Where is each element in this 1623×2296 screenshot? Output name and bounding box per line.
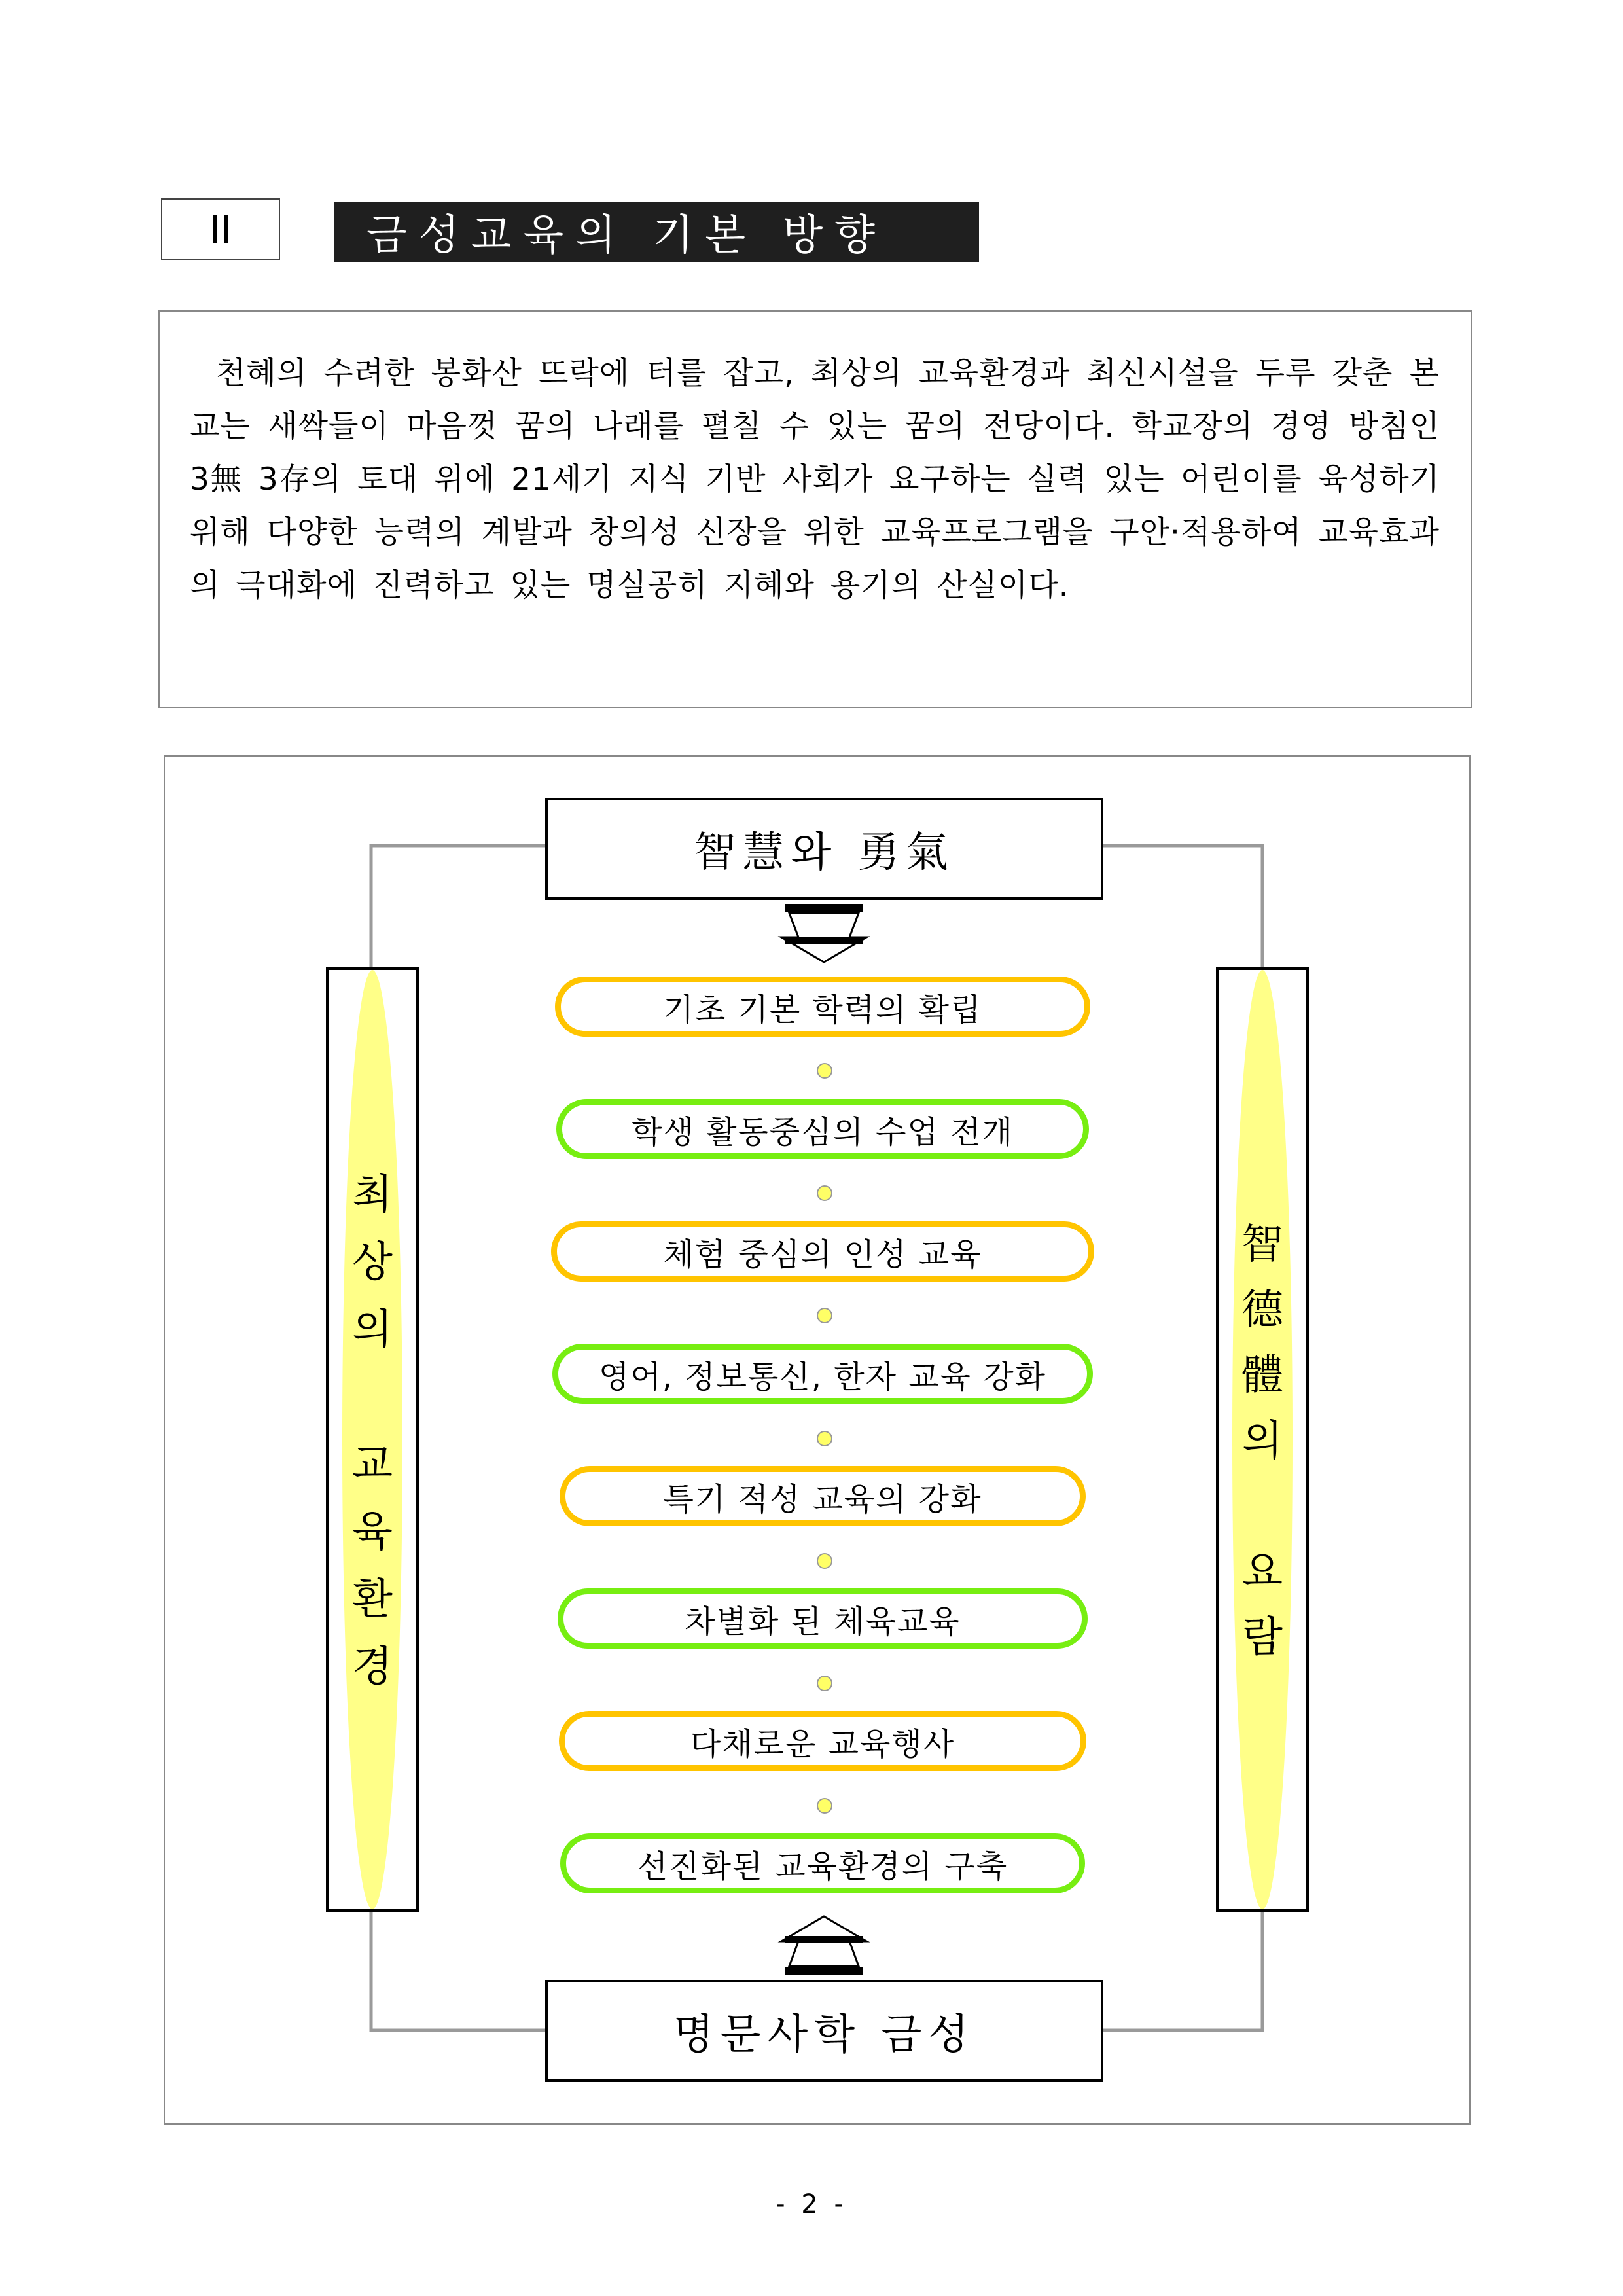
right-label-char: 體: [1241, 1352, 1283, 1400]
top-left-connector: [371, 846, 545, 967]
intro-paragraph: 천혜의 수려한 봉화산 뜨락에 터를 잡고, 최상의 교육환경과 최신시설을 두루 갖춘 본교는 새싹들이 마음껏 꿈의 나래를 펼칠 수 있는 꿈의 전당이다. 학교장의 경영 방침인 3無 3存의 토대 위에 21세기 지식 기반 사회가 요구하는 실력 있는 어린이를 육성하기 위해 다양한 능력의 계발과 창의성 신장을 위한 교육프로그램을 구안·적용하여 교육효과의 극대화에 진력하고 있는 명실공히 지혜와 용기의 산실이다.: [190, 355, 1440, 603]
left-label-char: 환: [352, 1575, 393, 1624]
connector-dot: [817, 1308, 832, 1323]
left-vertical-box: [326, 967, 419, 1912]
connector-dot: [817, 1798, 832, 1814]
connector-dot: [817, 1063, 832, 1079]
down-arrow-icon: [781, 904, 866, 962]
item-pill-7: 다채로운 교육행사: [559, 1711, 1086, 1771]
item-pill-5: 특기 적성 교육의 강화: [560, 1466, 1086, 1526]
up-arrow-icon: [781, 1916, 866, 1975]
right-label-char: 德: [1241, 1286, 1283, 1335]
item-pill-3: 체험 중심의 인성 교육: [551, 1221, 1094, 1282]
item-pill-8: 선진화된 교육환경의 구축: [560, 1833, 1085, 1893]
left-label-char: 의: [352, 1306, 393, 1354]
item-pill-2: 학생 활동중심의 수업 전개: [556, 1099, 1089, 1159]
item-pill-6: 차별화 된 체육교육: [558, 1588, 1088, 1649]
section-number: II: [161, 198, 280, 260]
right-label-char: 람: [1242, 1613, 1283, 1662]
top-right-connector: [1103, 846, 1262, 967]
connector-dot: [817, 1185, 832, 1201]
left-label-char: 교: [352, 1441, 393, 1489]
right-vertical-box: [1216, 967, 1309, 1912]
item-pill-1: 기초 기본 학력의 확립: [555, 977, 1090, 1037]
page-number: - 2 -: [776, 2189, 847, 2219]
section-title: 금성교육의 기본 방향: [334, 202, 979, 262]
connector-dot: [817, 1431, 832, 1446]
connector-dot: [817, 1676, 832, 1691]
item-pill-4: 영어, 정보통신, 한자 교육 강화: [552, 1344, 1093, 1404]
right-label-char: 智: [1241, 1221, 1283, 1269]
left-label-char: 최: [352, 1171, 393, 1219]
left-label-char: 경: [352, 1643, 393, 1691]
top-goal-box: 智慧와 勇氣: [545, 798, 1103, 900]
left-oval: [342, 970, 402, 1909]
right-label-char: 요: [1242, 1548, 1283, 1596]
left-label-char: 상: [352, 1238, 393, 1287]
bottom-left-connector: [371, 1912, 545, 2030]
connector-dot: [817, 1553, 832, 1569]
right-label-char: 의: [1242, 1417, 1283, 1465]
left-label-char: 육: [352, 1508, 393, 1556]
bottom-goal-box: 명문사학 금성: [545, 1980, 1103, 2082]
bottom-right-connector: [1103, 1912, 1262, 2030]
